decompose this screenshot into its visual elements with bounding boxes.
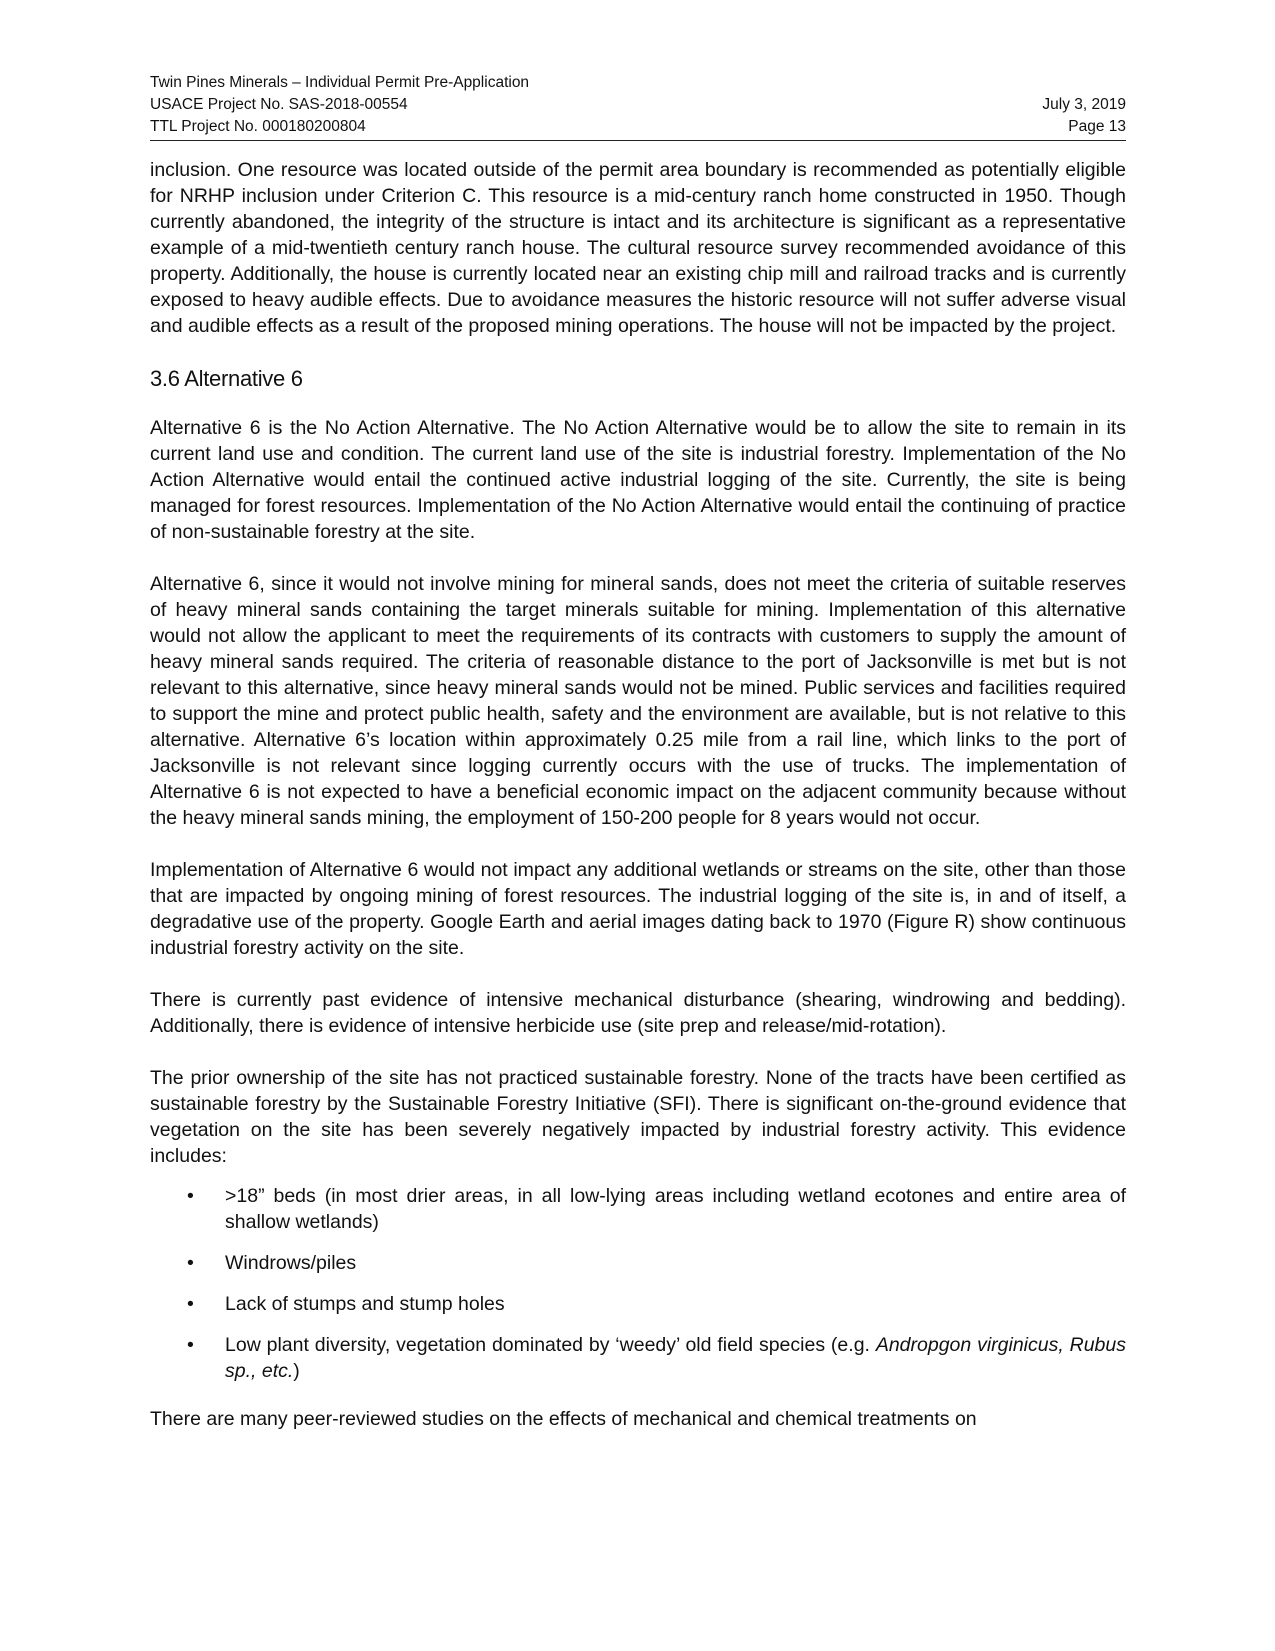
list-item-text: Lack of stumps and stump holes [225, 1293, 505, 1315]
paragraph-wetlands: Implementation of Alternative 6 would not impact any additional wetlands or streams on the site, other than those that are impacted by ongoing mining of forest resources. The industrial logging of the site is, in and of itself, a degradative use of the property. Google Earth and aerial images dating back to 1970 (Figure R) show continuous industrial forestry activity on the site. [150, 859, 1126, 959]
page-number: Page 13 [1068, 118, 1126, 135]
list-item-text-plain: Low plant diversity, vegetation dominated by ‘weedy’ old field species (e.g. [225, 1334, 876, 1356]
paragraph-ownership: The prior ownership of the site has not practiced sustainable forestry. None of the tracts have been certified as sustainable forestry by the Sustainable Forestry Initiative (SFI). There is significant on-the-ground evidence that vegetation on the site has been severely negatively impacted by industrial forestry activity. This evidence includes: [150, 1067, 1126, 1167]
bullet-icon: • [187, 1252, 194, 1274]
ttl-project-number: TTL Project No. 000180200804 [150, 118, 366, 135]
section-heading: 3.6 Alternative 6 [150, 366, 303, 391]
bullet-icon: • [187, 1293, 194, 1315]
list-item-text: Windrows/piles [225, 1252, 357, 1274]
project-number: USACE Project No. SAS-2018-00554 [150, 96, 408, 113]
page-header [150, 72, 1126, 141]
paragraph-continued: inclusion. One resource was located outside of the permit area boundary is recommended as potentially eligible for NRHP inclusion under Criterion C. This resource is a mid-century ranch home constructed in 1950. Though currently abandoned, the integrity of the structure is intact and its architecture is significant as a representative example of a mid-twentieth century ranch house. The cultural resource survey recommended avoidance of this property. Additionally, the house is currently located near an existing chip mill and railroad tracks and is currently exposed to heavy audible effects. Due to avoidance measures the historic resource will not suffer adverse visual and audible effects as a result of the proposed mining operations. The house will not be impacted by the project. [150, 159, 1126, 337]
list-item-text-end: ) [293, 1360, 300, 1382]
list-item [150, 1183, 1126, 1235]
header-line-3 [150, 116, 1126, 138]
evidence-list [150, 1183, 1126, 1384]
list-item [150, 1250, 1126, 1276]
document-body [150, 157, 1126, 1432]
header-line-2 [150, 94, 1126, 116]
bullet-icon: • [187, 1185, 194, 1207]
bullet-icon: • [187, 1334, 194, 1356]
paragraph-studies: There are many peer-reviewed studies on the effects of mechanical and chemical treatments on [150, 1408, 977, 1430]
list-item-text [225, 1334, 1126, 1382]
paragraph-no-action: Alternative 6 is the No Action Alternative. The No Action Alternative would be to allow the site to remain in its current land use and condition. The current land use of the site is industrial forestry. Implementation of the No Action Alternative would entail the continued active industrial logging of the site. Currently, the site is being managed for forest resources. Implementation of the No Action Alternative would entail the continuing of practice of non-sustainable forestry at the site. [150, 417, 1126, 543]
header-line-1: Twin Pines Minerals – Individual Permit Pre-Application [150, 74, 530, 91]
list-item [150, 1332, 1126, 1384]
species-names: Andropgon virginicus, Rubus sp., etc. [225, 1334, 1126, 1382]
list-item [150, 1291, 1126, 1317]
paragraph-disturbance: There is currently past evidence of intensive mechanical disturbance (shearing, windrowing and bedding). Additionally, there is evidence of intensive herbicide use (site prep and release/mid-rotation). [150, 989, 1126, 1037]
paragraph-criteria: Alternative 6, since it would not involve mining for mineral sands, does not meet the criteria of suitable reserves of heavy mineral sands containing the target minerals suitable for mining. Implementation of this alternative would not allow the applicant to meet the requirements of its contracts with customers to supply the amount of heavy mineral sands required. The criteria of reasonable distance to the port of Jacksonville is met but is not relevant to this alternative, since heavy mineral sands would not be mined. Public services and facilities required to support the mine and protect public health, safety and the environment are available, but is not relative to this alternative. Alternative 6’s location within approximately 0.25 mile from a rail line, which links to the port of Jacksonville is not relevant since logging currently occurs with the use of trucks. The implementation of Alternative 6 is not expected to have a beneficial economic impact on the adjacent community because without the heavy mineral sands mining, the employment of 150-200 people for 8 years would not occur. [150, 573, 1126, 829]
document-page [150, 72, 1126, 1432]
document-date: July 3, 2019 [1042, 96, 1126, 113]
list-item-text: >18” beds (in most drier areas, in all low-lying areas including wetland ecotones and entire area of shallow wetlands) [225, 1185, 1126, 1233]
